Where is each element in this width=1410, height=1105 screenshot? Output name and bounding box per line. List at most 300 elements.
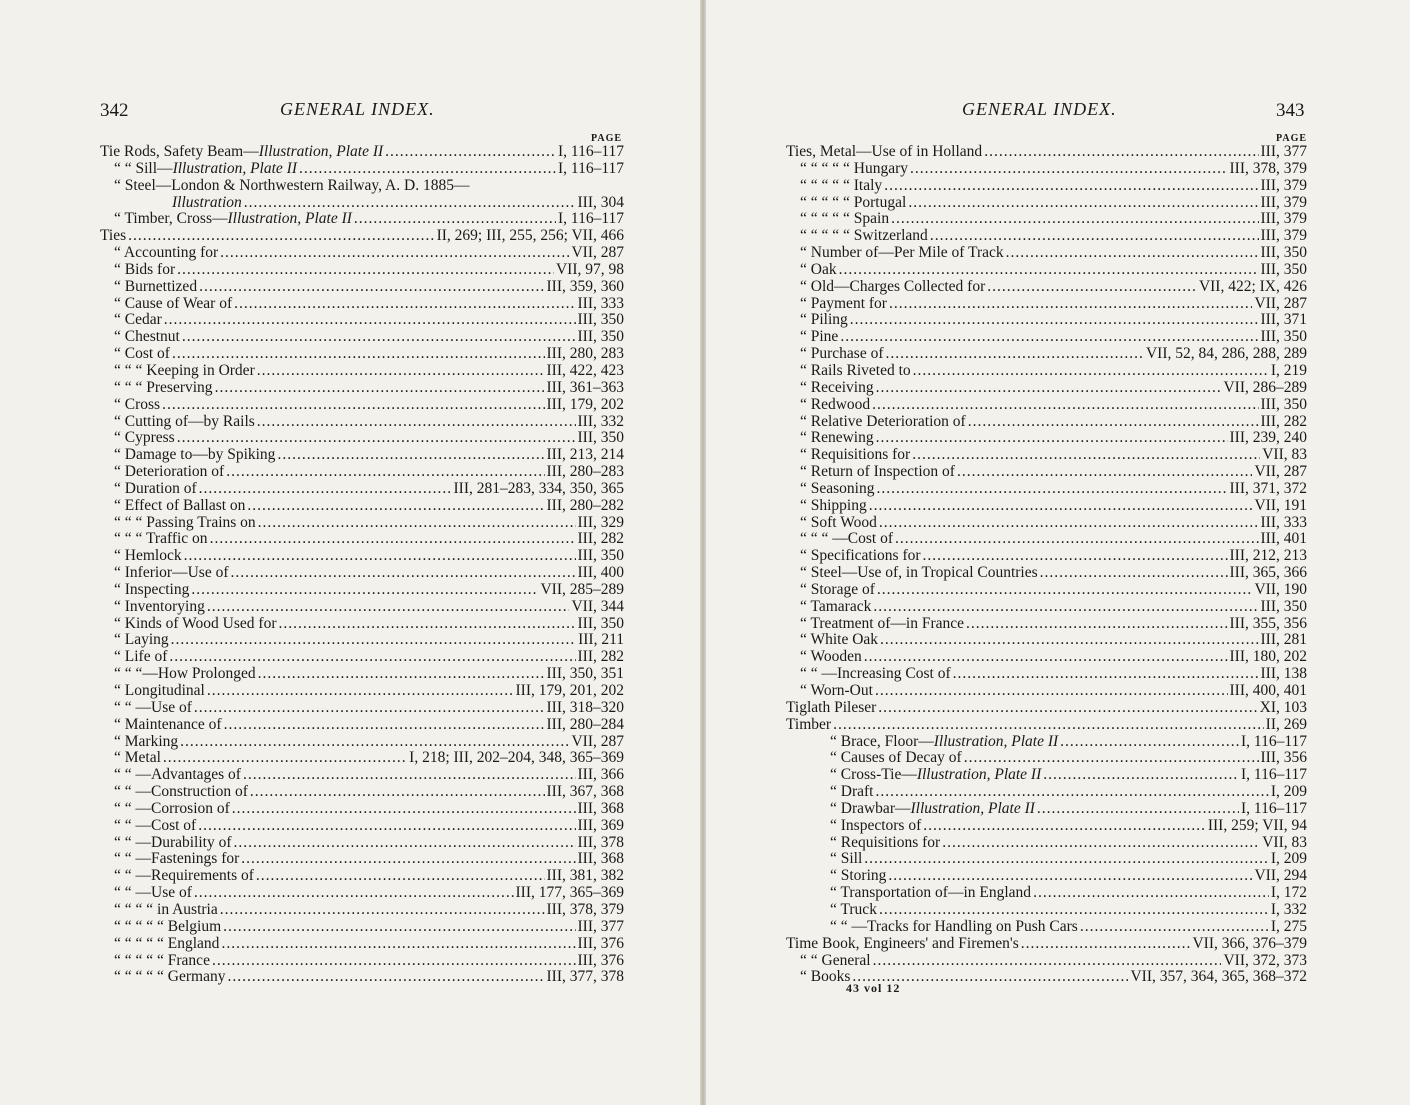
leader-dots [879,515,1259,532]
entry-term [830,801,1035,818]
entry-term-text: “ Effect of Ballast on [114,496,246,514]
entry-term [800,498,867,515]
index-entry [100,700,624,717]
leader-dots [966,616,1227,633]
entry-term-text: “ “ “ “ “ Switzerland [800,227,928,245]
entry-term [114,565,228,582]
entry-reference: VII, 366, 376–379 [1192,934,1307,952]
leader-dots [220,902,545,919]
entry-reference: VII, 190 [1254,580,1307,598]
entry-term [114,161,297,178]
index-entry [100,868,624,885]
entry-term-text: “ Transportation of—in England [830,884,1032,902]
entry-term-text: “ Redwood [800,395,871,413]
entry-term [114,329,180,346]
entry-term [786,700,876,717]
index-entry [786,767,1307,784]
entry-term [800,195,906,212]
entry-reference: III, 400 [577,564,624,582]
entry-term-italic: Illustration, Plate II [258,143,384,160]
index-entry [100,784,624,801]
entry-term [114,649,167,666]
entry-term [800,481,874,498]
entry-reference: VII, 83 [1262,446,1307,464]
entry-reference: III, 379 [1260,210,1307,228]
entry-reference: III, 381, 382 [546,867,624,885]
index-entry [786,868,1307,885]
entry-reference: III, 379 [1260,193,1307,211]
index-entry [100,195,624,212]
leader-dots [875,683,1228,700]
entry-term-text: “ Number of—Per Mile of Track [800,244,1004,262]
leader-dots [198,818,575,835]
entry-reference: III, 361–363 [546,378,624,396]
entry-term-text: “ “ “ “ “ Spain [800,210,890,228]
entry-term-text: Ties, Metal—Use of in Holland [786,143,983,160]
entry-term-text: “ “ Sill— [114,159,173,177]
entry-term [114,211,352,228]
entry-term [114,599,205,616]
leader-dots [172,346,545,363]
entry-term-text: “ “ “ Traffic on [114,530,208,548]
entry-reference: III, 350 [577,614,624,632]
entry-reference: III, 282 [577,530,624,548]
entry-term [800,211,889,228]
entry-term-text: “ Draft [830,783,874,801]
entry-term-text: “ Receiving [800,378,874,396]
entry-reference: III, 368 [577,799,624,817]
leader-dots [354,211,556,228]
entry-reference: III, 332 [577,412,624,430]
entry-reference: III, 422, 423 [546,361,624,379]
entry-term [800,296,887,313]
leader-dots [987,279,1197,296]
index-entry [100,346,624,363]
index-entry [100,649,624,666]
index-entry [786,178,1307,195]
index-entry [100,262,624,279]
entry-term-text: “ Shipping [800,496,867,514]
entry-term [800,329,838,346]
entry-term-text: “ “ “ Keeping in Order [114,361,255,379]
entry-term-text: Tie Rods, Safety Beam— [100,143,259,160]
index-entry [786,700,1307,717]
entry-reference: III, 333 [577,294,624,312]
index-entry [100,279,624,296]
leader-dots [234,296,575,313]
entry-reference: III, 212, 213 [1229,547,1307,565]
leader-dots [257,363,545,380]
index-entries [786,144,1307,986]
entry-reference: VII, 357, 364, 365, 368–372 [1130,968,1307,986]
entry-reference: I, 219 [1270,361,1307,379]
entry-term [114,548,182,565]
entry-term [114,750,161,767]
entry-reference: I, 116–117 [1240,766,1307,784]
index-entry [100,144,624,161]
index-entry [786,447,1307,464]
index-entry [100,818,624,835]
index-entry [786,835,1307,852]
index-entry [786,312,1307,329]
entry-term [786,717,831,734]
entry-term-text: “ Inspectors of [830,816,922,834]
leader-dots [227,969,544,986]
entry-term-text: “ Burnettized [114,277,198,295]
entry-term [830,767,1041,784]
entry-term [114,953,210,970]
entry-reference: III, 378 [577,833,624,851]
entry-term-italic: Illustration, Plate II [916,766,1042,784]
entry-reference: VII, 344 [571,597,624,615]
entry-term-text: “ “ “ “ “ Belgium [114,917,222,935]
index-entry [786,885,1307,902]
index-entries [100,144,624,986]
entry-term-text: “ Cedar [114,311,162,329]
entry-term-text: “ “ —Increasing Cost of [800,665,951,683]
running-head: GENERAL INDEX. [962,99,1117,119]
index-entry [786,531,1307,548]
index-entry [786,211,1307,228]
index-entry [786,851,1307,868]
leader-dots [1006,245,1259,262]
entry-term [800,245,1004,262]
index-entry [100,414,624,431]
index-entry [100,312,624,329]
entry-term [114,835,232,852]
index-entry [786,363,1307,380]
index-entry [100,969,624,986]
entry-term [800,565,1038,582]
entry-term [786,144,982,161]
leader-dots [876,430,1228,447]
entry-term [800,649,862,666]
entry-reference: III, 367, 368 [546,783,624,801]
entry-term-text: “ “ —Fastenings for [114,850,240,868]
index-entry [786,262,1307,279]
leader-dots [177,430,576,447]
entry-term [114,868,254,885]
leader-dots [1043,767,1239,784]
entry-term-text: “ Payment for [800,294,887,312]
entry-term [800,363,911,380]
entry-term-text: “ Requisitions for [830,833,941,851]
leader-dots [194,700,545,717]
index-entry [100,582,624,599]
entry-term [114,969,225,986]
entry-reference: I, 275 [1270,917,1307,935]
entry-reference: III, 213, 214 [546,446,624,464]
index-entry [786,599,1307,616]
entry-term [114,515,256,532]
entry-term [800,447,910,464]
entry-reference: III, 179, 201, 202 [515,682,624,699]
leader-dots [850,312,1259,329]
index-entry [100,481,624,498]
entry-term-text: “ “ —Durability of [114,833,232,851]
entry-term-text: Timber [786,715,832,733]
entry-term-text: “ “ “ Passing Trains on [114,513,256,531]
entry-term-text: “ Steel—London & Northwestern Railway, A. D. 1885— [114,176,470,194]
leader-dots [876,481,1227,498]
entry-reference: III, 211 [578,631,624,649]
index-entry [786,818,1307,835]
entry-term-text: “ “ —Construction of [114,783,248,801]
entry-reference: I, 218; III, 202–204, 348, 365–369 [409,749,624,767]
entry-term-text: Time Book, Engineers' and Firemen's [786,934,1019,952]
leader-dots [207,599,570,616]
entry-reference: III, 350 [1260,260,1307,278]
leader-dots [241,851,575,868]
index-entry [786,144,1307,161]
entry-term-text: “ “ —Advantages of [114,766,241,784]
entry-reference: III, 377 [1260,143,1307,160]
entry-term-text: “ Drawbar— [830,799,911,817]
entry-reference: VII, 372, 373 [1223,951,1307,969]
leader-dots [232,801,576,818]
entry-term [114,902,218,919]
entry-term-text: “ Soft Wood [800,513,877,531]
leader-dots [385,144,556,161]
entry-term-text: “ Old—Charges Collected for [800,277,986,295]
entry-reference: III, 376 [577,934,624,952]
leader-dots [873,953,1222,970]
entry-term-text: “ Metal [114,749,161,767]
entry-term-text: “ Relative Deterioration of [800,412,966,430]
index-entry [100,515,624,532]
entry-reference: VII, 191 [1254,496,1307,514]
entry-reference: III, 282 [577,648,624,666]
entry-reference: III, 350, 351 [546,665,624,683]
entry-reference: III, 177, 365–369 [515,884,624,902]
entry-reference: VII, 422; IX, 426 [1198,277,1307,295]
entry-reference: VII, 52, 84, 286, 288, 289 [1145,345,1307,363]
entry-term [830,885,1031,902]
entry-reference: III, 239, 240 [1229,429,1307,447]
entry-term [830,784,873,801]
index-entry [786,279,1307,296]
index-entry [786,195,1307,212]
entry-reference: III, 379 [1260,176,1307,194]
entry-term [114,683,205,700]
entry-term [114,700,192,717]
entry-term-text: Tiglath Pileser [786,698,877,716]
leader-dots [833,717,1264,734]
index-entry [786,649,1307,666]
leader-dots [880,632,1258,649]
leader-dots [220,245,569,262]
entry-term [800,616,964,633]
leader-dots [224,717,545,734]
index-entry [100,329,624,346]
entry-reference: III, 282 [1260,412,1307,430]
entry-reference: VII, 83 [1262,833,1307,851]
entry-reference: III, 329 [577,513,624,531]
index-entry [786,380,1307,397]
entry-term-text: “ Piling [800,311,848,329]
entry-reference: III, 259; VII, 94 [1207,816,1307,834]
entry-term [800,228,928,245]
leader-dots [177,262,554,279]
entry-term-text: “ “ “ “ “ Portugal [800,193,907,211]
leader-dots [873,599,1258,616]
entry-term [114,666,256,683]
entry-term-text: “ “ —Use of [114,698,192,716]
entry-reference: VII, 287 [1254,294,1307,312]
entry-term [114,531,208,548]
entry-reference: III, 350 [1260,328,1307,346]
entry-term-text: “ Worn-Out [800,682,873,699]
index-entry [100,565,624,582]
entry-reference: III, 179, 202 [546,395,624,413]
entry-term-text: “ “ “—How Prolonged [114,665,256,683]
entry-reference: III, 368 [577,850,624,868]
entry-term [114,346,170,363]
entry-reference: III, 371 [1260,311,1307,329]
entry-term [800,515,877,532]
entry-term-text: “ Truck [830,900,877,918]
entry-term-text: “ Cost of [114,345,170,363]
index-entry [100,447,624,464]
leader-dots [169,649,575,666]
entry-term [800,683,873,700]
entry-term [114,734,178,751]
leader-dots [869,498,1253,515]
entry-term [114,430,175,447]
index-entry [786,784,1307,801]
entry-term [114,885,192,902]
entry-reference: III, 350 [577,328,624,346]
entry-term [800,548,921,565]
entry-term [114,616,277,633]
leader-dots [964,750,1259,767]
index-entry [100,245,624,262]
entry-term-text: “ White Oak [800,631,879,649]
index-entry [100,666,624,683]
entry-term-text: “ “ —Corrosion of [114,799,230,817]
entry-reference: I, 116–117 [1240,799,1307,817]
index-entry [786,548,1307,565]
index-entry [786,565,1307,582]
index-entry [786,329,1307,346]
entry-reference: III, 365, 366 [1229,564,1307,582]
entry-reference: III, 281 [1260,631,1307,649]
leader-dots [877,582,1253,599]
entry-reference: III, 180, 202 [1229,648,1307,666]
leader-dots [250,784,545,801]
leader-dots [162,397,544,414]
entry-reference: III, 281–283, 334, 350, 365 [453,479,624,497]
entry-reference: III, 369 [577,816,624,834]
entry-term-text: “ Wooden [800,648,862,666]
index-entry [100,750,624,767]
leader-dots [191,582,538,599]
leader-dots [957,464,1253,481]
entry-term-text: “ Specifications for [800,547,921,565]
entry-reference: III, 376 [577,951,624,969]
leader-dots [207,683,514,700]
entry-term-text: “ Cutting of—by Rails [114,412,255,430]
entry-term-text: “ Requisitions for [800,446,911,464]
entry-term-italic: Illustration, Plate II [910,799,1035,817]
index-entry [100,599,624,616]
index-entry [100,835,624,852]
entry-term [114,851,239,868]
leader-dots [258,666,545,683]
entry-term-text: “ Books [800,968,851,986]
index-entry [100,902,624,919]
index-entry [786,161,1307,178]
leader-dots [840,329,1258,346]
leader-dots [953,666,1259,683]
signature-mark: 43 vol 12 [846,981,901,995]
left-page [0,0,700,1105]
entry-reference: III, 280–282 [546,496,624,514]
entry-reference: I, 116–117 [557,210,624,228]
leader-dots [984,144,1258,161]
leader-dots [889,296,1253,313]
entry-reference: VII, 286–289 [1223,378,1307,396]
leader-dots [194,885,514,902]
entry-term-text: “ Kinds of Wood Used for [114,614,277,632]
entry-term [830,818,921,835]
entry-reference: III, 366 [577,766,624,784]
entry-term [114,380,213,397]
entry-term-text: “ Seasoning [800,479,875,497]
entry-reference: III, 350 [577,547,624,565]
index-entry [100,767,624,784]
entry-reference: I, 116–117 [557,143,624,160]
entry-reference: III, 280–283 [546,463,624,481]
entry-reference: III, 359, 360 [546,277,624,295]
index-entry [100,632,624,649]
leader-dots [879,902,1269,919]
entry-reference: III, 280, 283 [546,345,624,363]
leader-dots [199,481,452,498]
entry-reference: III, 350 [1260,244,1307,262]
running-head: GENERAL INDEX. [280,99,435,119]
index-entry [100,178,624,195]
leader-dots [875,784,1268,801]
entry-term-text: “ Sill [830,850,863,868]
index-entry [100,464,624,481]
entry-term-text: “ Pine [800,328,839,346]
entry-reference: III, 379 [1260,227,1307,245]
leader-dots [215,380,545,397]
index-entry [786,515,1307,532]
entry-term [830,835,940,852]
leader-dots [182,329,576,346]
index-entry [786,582,1307,599]
entry-term-text: “ “ “ “ “ Italy [800,176,883,194]
entry-term-text: “ “ “ “ “ Germany [114,968,226,986]
index-entry [786,953,1307,970]
index-entry [786,397,1307,414]
entry-reference: III, 400, 401 [1229,682,1307,699]
entry-term [114,582,189,599]
entry-term-text: “ Marking [114,732,179,750]
entry-term-text: “ Longitudinal [114,682,205,699]
entry-term-text: “ Cross [114,395,161,413]
index-entry [786,498,1307,515]
entry-term [800,262,837,279]
index-entry [786,346,1307,363]
entry-term [800,666,951,683]
index-entry [100,161,624,178]
entry-reference: III, 138 [1260,665,1307,683]
index-entry [100,885,624,902]
leader-dots [128,228,434,245]
